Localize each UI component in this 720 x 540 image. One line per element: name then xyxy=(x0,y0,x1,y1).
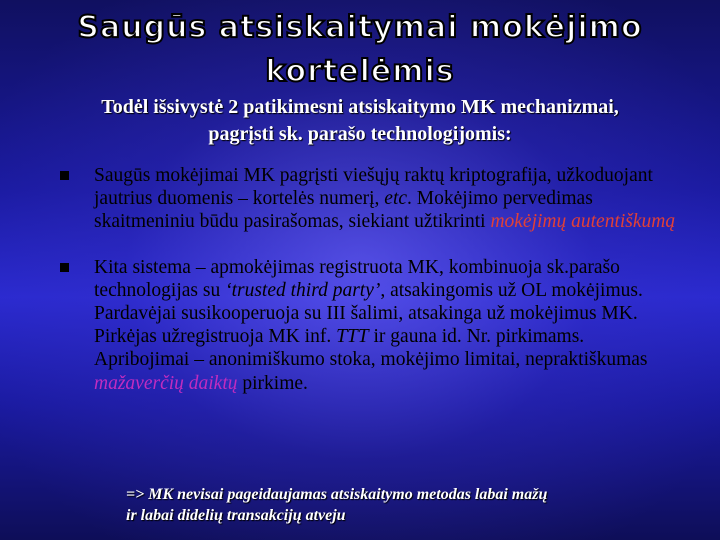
slide-subtitle-line1: Todėl išsivystė 2 patikimesni atsiskaitymo MK mechanizmai, xyxy=(101,96,619,118)
conclusion-line1: => MK nevisai pageidaujamas atsiskaitymo metodas labai mažų xyxy=(126,486,548,503)
slide-subtitle xyxy=(30,94,690,148)
bullet-list xyxy=(60,164,680,395)
square-bullet-icon xyxy=(60,171,69,180)
bullet-text: Kita sistema – apmokėjimas registruota MK, kombinuoja sk.parašo technologijas su xyxy=(94,256,620,301)
bullet-highlight: mažaverčių daiktų xyxy=(94,372,238,394)
bullet-text: . Mokėjimo pervedimas skaitmeniniu būdu pasirašomas, siekiant užtikrinti xyxy=(94,188,593,233)
conclusion-line2: ir labai didelių transakcijų atveju xyxy=(126,507,346,524)
slide-title xyxy=(0,6,720,94)
bullet-text: ir gauna id. Nr. pirkimams. Apribojimai – anonimiškumo stoka, mokėjimo limitai, nepraktiškumas xyxy=(94,326,648,371)
slide-title-line1: Saugūs atsiskaitymai mokėjimo xyxy=(77,10,643,45)
bullet-highlight: mokėjimų autentiškumą xyxy=(490,211,676,233)
bullet-text: , atsakingomis už OL mokėjimus. Pardavėjai susikooperuoja su III šalimi, atsakinga už mokėjimus MK. Pirkėjas užregistruoja MK inf. xyxy=(94,279,643,348)
bullet-text: Saugūs mokėjimai MK pagrįsti viešųjų raktų kriptografija, užkoduojant jautrius duomenis – kortelės numerį, xyxy=(94,165,653,210)
conclusion-note xyxy=(126,484,686,526)
bullet-text: pirkime. xyxy=(237,372,308,394)
bullet-text-italic: etc xyxy=(384,188,408,210)
bullet-item-registered-card xyxy=(60,256,680,395)
slide-title-line2: kortelėmis xyxy=(265,54,455,89)
bullet-item-public-key xyxy=(60,164,680,234)
bullet-text-italic: TTT xyxy=(336,326,369,348)
square-bullet-icon xyxy=(60,263,69,272)
bullet-text-italic: ‘trusted third party’ xyxy=(225,279,381,301)
slide-subtitle-line2: pagrįsti sk. parašo technologijomis: xyxy=(208,123,512,145)
